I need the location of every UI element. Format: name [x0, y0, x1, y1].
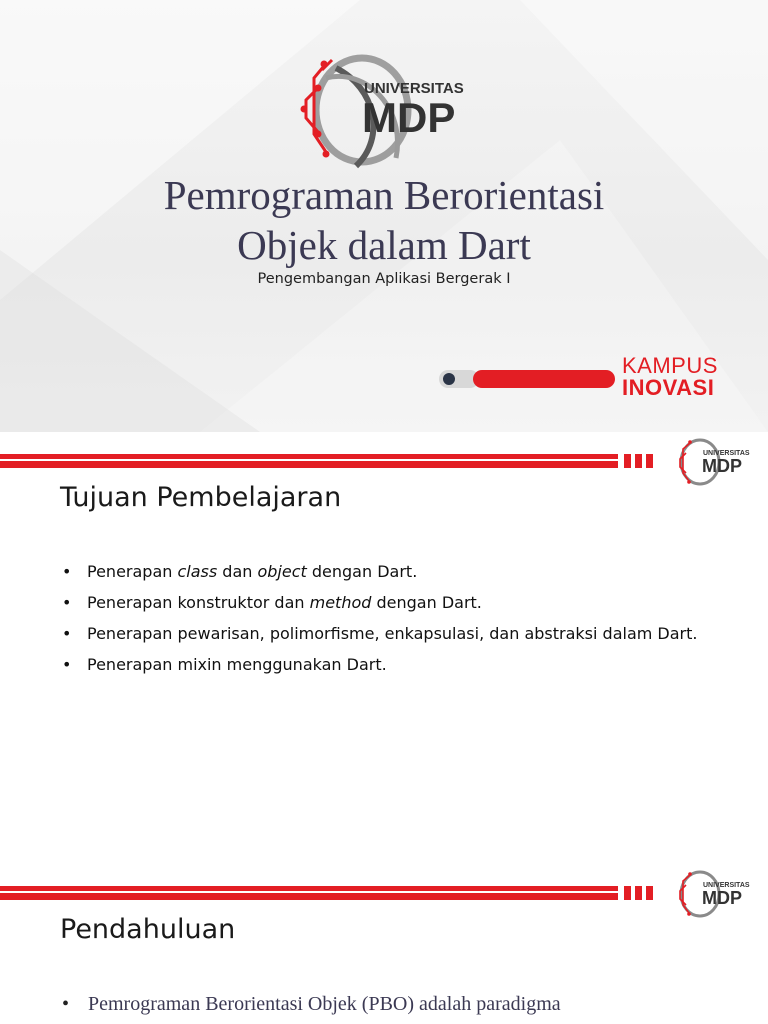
header-red-bar [0, 886, 660, 900]
title-slide [0, 0, 768, 432]
logo-main-text: MDP [362, 94, 456, 141]
introduction-slide [0, 864, 768, 1024]
small-logo-main-text: MDP [702, 888, 742, 908]
list-item: • Penerapan mixin menggunakan Dart. [60, 653, 710, 676]
small-university-logo [676, 867, 766, 919]
list-item: • Penerapan class dan object dengan Dart. [60, 560, 710, 583]
tagline-line-1: KAMPUS [622, 353, 718, 378]
title-line-1: Pemrograman Berorientasi [163, 172, 605, 218]
title-line-2: Objek dalam Dart [237, 222, 531, 268]
logo-top-text: UNIVERSITAS [364, 80, 464, 97]
header-red-bar [0, 454, 660, 468]
list-item: • Pemrograman Berorientasi Objek (PBO) adalah paradigma [60, 991, 740, 1017]
tagline-line-2: INOVASI [622, 375, 715, 400]
campus-tagline [622, 355, 752, 399]
decorative-slider-bar [439, 370, 615, 388]
list-item: • Penerapan konstruktor dan method dengan Dart. [60, 591, 710, 614]
small-university-logo [676, 435, 766, 487]
slide-heading: Tujuan Pembelajaran [60, 482, 342, 513]
presentation-subtitle: Pengembangan Aplikasi Bergerak I [257, 271, 511, 287]
small-logo-main-text: MDP [702, 456, 742, 476]
list-item: • Penerapan pewarisan, polimorfisme, enkapsulasi, dan abstraksi dalam Dart. [60, 622, 710, 645]
slide-heading: Pendahuluan [60, 914, 236, 945]
presentation-title [0, 170, 768, 270]
intro-list [60, 991, 740, 1017]
small-logo-top-text: UNIVERSITAS [703, 450, 750, 457]
objectives-slide [0, 432, 768, 864]
university-logo [296, 48, 476, 172]
small-logo-top-text: UNIVERSITAS [703, 882, 750, 889]
objectives-list [60, 560, 710, 684]
